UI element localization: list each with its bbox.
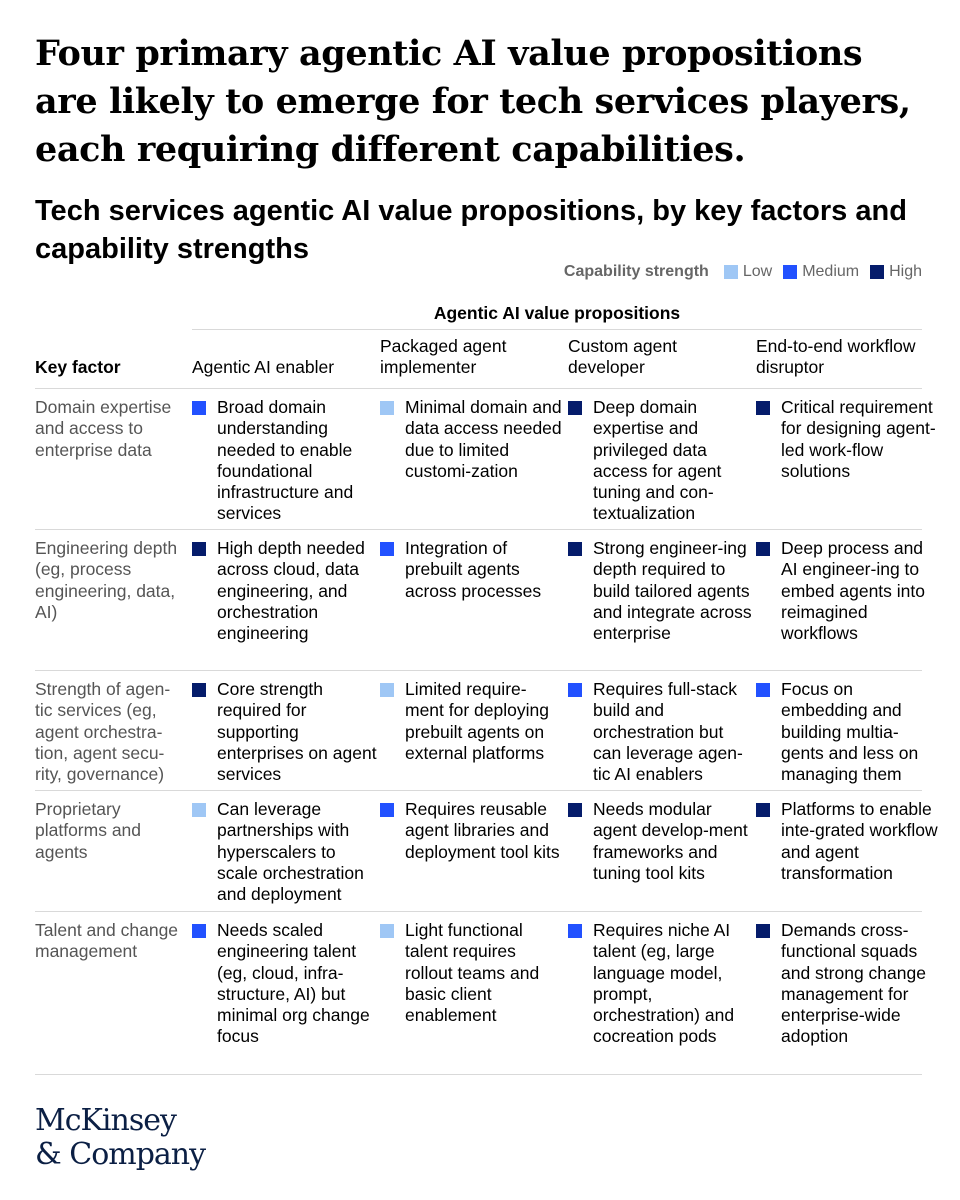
key-factor-header: Key factor [35,357,121,377]
capability-square-medium [380,542,394,556]
capability-square-medium [380,803,394,817]
column-header-end-to-end-workflow-disruptor: End-to-end workflow disruptor [756,336,916,377]
row-label: Talent and change management [35,920,179,962]
capability-square-medium [192,401,206,415]
capability-square-low [192,803,206,817]
row-label: Strength of agen-tic services (eg, agent orchestra-tion, agent secu-rity, governance) [35,679,171,785]
capability-square-high [756,803,770,817]
column-header-agentic-ai-enabler: Agentic AI enabler [192,357,335,377]
cell-text: Limited require-ment for deploying prebuilt agents on external platforms [405,679,549,763]
cell-text: Requires niche AI talent (eg, large language model, prompt, orchestration) and cocreation pods [593,920,735,1047]
capability-square-high [756,924,770,938]
capability-square-medium [192,924,206,938]
row-divider [35,1074,922,1075]
legend-item-high [870,263,922,281]
cell-text: Core strength required for supporting enterprises on agent services [217,679,377,785]
column-header-packaged-agent-implementer: Packaged agent implementer [380,336,507,377]
legend [564,262,922,282]
group-header: Agentic AI value propositions [433,303,681,323]
capability-square-high [568,401,582,415]
logo-line-2: & Company [35,1137,206,1172]
cell-text: High depth needed across cloud, data engineering, and orchestration engineering [217,538,365,644]
legend-item-medium [783,263,859,281]
row-divider [35,790,922,791]
capability-square-low [380,924,394,938]
capability-square-low [380,401,394,415]
row-divider [35,529,922,530]
capability-square-high [756,542,770,556]
legend-label-medium: Medium [802,263,860,280]
cell-text: Requires reusable agent libraries and deployment tool kits [405,799,560,862]
row-divider [35,670,922,671]
cell-text: Light functional talent requires rollout teams and basic client enablement [405,920,540,1026]
cell-text: Focus on embedding and building multia-gents and less on managing them [781,679,919,785]
cell-text: Critical requirement for designing agent-led work-flow solutions [781,397,936,481]
cell-text: Demands cross-functional squads and strong change management for enterprise-wide adoption [781,920,926,1047]
legend-swatch-high [870,265,884,279]
row-divider [35,911,922,912]
column-header-custom-agent-developer: Custom agent developer [568,336,677,377]
cell-text: Requires full-stack build and orchestration but can leverage agen-tic AI enablers [593,679,743,785]
capability-square-high [756,401,770,415]
legend-swatch-medium [783,265,797,279]
capability-square-medium [568,924,582,938]
cell-text: Strong engineer-ing depth required to build tailored agents and integrate across enterprise [593,538,752,644]
capability-square-high [568,803,582,817]
capability-square-medium [568,683,582,697]
cell-text: Needs modular agent develop-ment frameworks and tuning tool kits [593,799,748,883]
legend-label-high: High [889,263,922,280]
group-header-rule [192,329,922,330]
chart-title: Tech services agentic AI value propositions, by key factors and capability strengths [35,195,907,265]
headline: Four primary agentic AI value propositions are likely to emerge for tech services players, each requiring different capabilities. [35,33,911,170]
capability-square-high [568,542,582,556]
cell-text: Deep process and AI engineer-ing to embed agents into reimagined workflows [781,538,925,644]
mckinsey-logo [35,1104,205,1172]
row-label: Proprietary platforms and agents [35,799,142,862]
legend-item-low [724,263,772,281]
legend-swatch-low [724,265,738,279]
cell-text: Can leverage partnerships with hyperscalers to scale orchestration and deployment [217,799,364,905]
row-label: Domain expertise and access to enterprise data [35,397,172,460]
legend-label-low: Low [742,263,773,280]
capability-square-medium [756,683,770,697]
cell-text: Platforms to enable inte-grated workflow and agent transformation [781,799,938,883]
cell-text: Deep domain expertise and privileged data access for agent tuning and con-textualization [593,397,722,524]
cell-text: Needs scaled engineering talent (eg, cloud, infra-structure, AI) but minimal org change focus [217,920,370,1047]
row-label: Engineering depth (eg, process engineering, data, AI) [35,538,178,622]
logo-line-1: McKinsey [35,1103,176,1138]
header-rule [35,388,922,389]
capability-square-low [380,683,394,697]
cell-text: Minimal domain and data access needed due to limited customi-zation [405,397,562,481]
cell-text: Integration of prebuilt agents across processes [405,538,542,601]
capability-square-high [192,542,206,556]
capability-square-high [192,683,206,697]
legend-title: Capability strength [563,263,709,280]
cell-text: Broad domain understanding needed to enable foundational infrastructure and services [217,397,354,524]
